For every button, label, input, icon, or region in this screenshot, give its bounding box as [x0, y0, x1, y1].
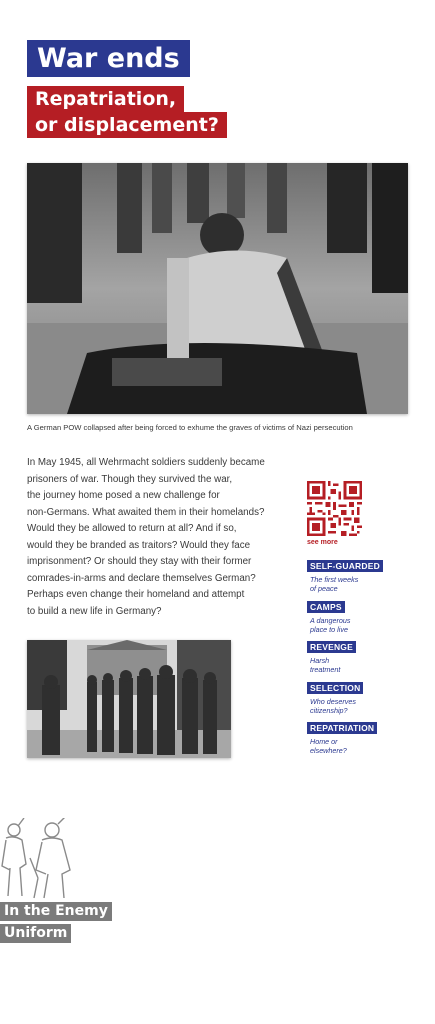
body-line: Would they be allowed to return at all? And if so, [27, 523, 237, 534]
secondary-photo [27, 640, 231, 758]
tag-revenge[interactable]: REVENGE [307, 641, 356, 653]
tag-repatriation[interactable]: REPATRIATION [307, 722, 377, 734]
body-line: In May 1945, all Wehrmacht soldiers suddenly became [27, 457, 265, 468]
body-line: the journey home posed a new challenge for [27, 490, 220, 501]
subtitle-line-1: Repatriation, [27, 86, 184, 112]
tag-desc-line: Who deserves [310, 697, 356, 706]
see-more-link[interactable]: see more [307, 539, 338, 546]
page-title: War ends [27, 40, 190, 77]
main-photo-illustration [27, 163, 408, 414]
main-photo [27, 163, 408, 414]
tag-self-guarded[interactable]: SELF-GUARDED [307, 560, 383, 572]
tag-desc-line: Home or [310, 737, 338, 746]
brand-line-2: Uniform [0, 924, 71, 943]
tag-desc-line: of peace [310, 584, 338, 593]
tag-desc-line: elsewhere? [310, 746, 347, 755]
qr-code-icon[interactable] [307, 481, 362, 536]
body-line: to build a new life in Germany? [27, 605, 162, 617]
tag-desc-line: The first weeks [310, 575, 359, 584]
soldiers-logo-icon [0, 818, 80, 900]
brand-line-1: In the Enemy [0, 902, 112, 921]
tag-revenge-desc [310, 656, 380, 674]
tag-self-guarded-desc [310, 575, 380, 593]
main-photo-caption: A German POW collapsed after being forced to exhume the graves of victims of Nazi persecution [27, 423, 353, 432]
body-text [27, 455, 289, 620]
tag-selection[interactable]: SELECTION [307, 682, 363, 694]
tag-camps[interactable]: CAMPS [307, 601, 345, 613]
tag-selection-desc [310, 697, 380, 715]
body-line: comrades-in-arms and declare themselves German? [27, 572, 256, 584]
subtitle-line-2: or displacement? [27, 112, 227, 138]
body-line: prisoners of war. Though they survived the war, [27, 473, 233, 485]
secondary-photo-illustration [27, 640, 231, 758]
tag-desc-line: treatment [310, 665, 341, 674]
body-line: would they be branded as traitors? Would they face [27, 539, 251, 551]
body-line: non-Germans. What awaited them in their homelands? [27, 506, 265, 518]
body-line: imprisonment? Or should they stay with their former [27, 556, 252, 567]
tag-desc-line: place to live [310, 625, 348, 634]
tag-desc-line: A dangerous [310, 616, 351, 625]
tag-desc-line: citizenship? [310, 706, 348, 715]
tag-camps-desc [310, 616, 380, 634]
body-line: Perhaps even change their homeland and attempt [27, 589, 245, 600]
tag-repatriation-desc [310, 737, 380, 755]
tag-desc-line: Harsh [310, 656, 330, 665]
